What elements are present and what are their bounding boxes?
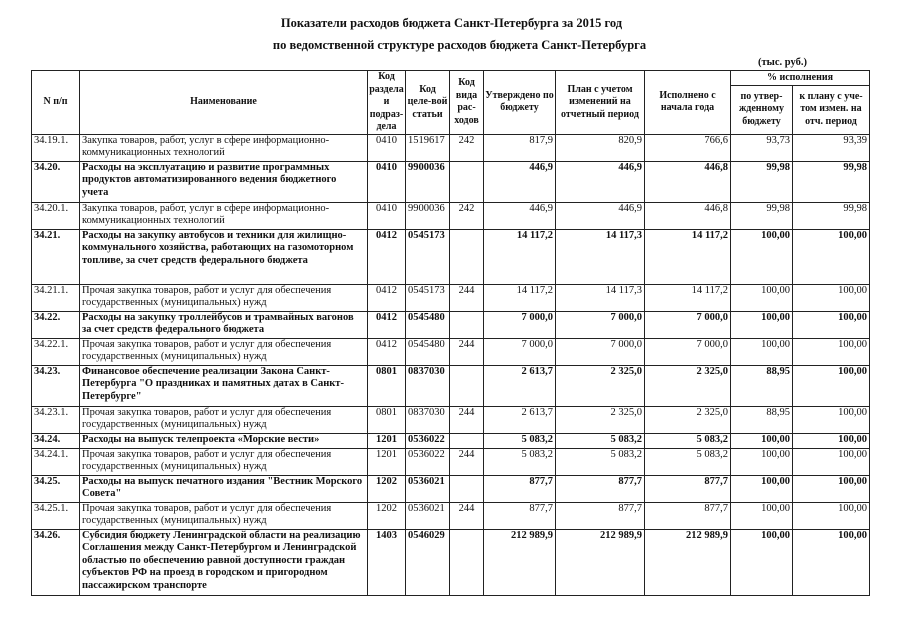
row-name-cell: Прочая закупка товаров, работ и услуг для обеспечения государственных (муниципальных) нужд bbox=[80, 448, 368, 475]
header-name: Наименование bbox=[80, 71, 368, 135]
row-pct-plan-cell: 100,00 bbox=[793, 338, 870, 365]
row-section-cell: 1201 bbox=[368, 433, 406, 448]
row-section-cell: 1202 bbox=[368, 475, 406, 502]
row-pct-approved-cell: 99,98 bbox=[731, 161, 793, 202]
row-approved-cell: 877,7 bbox=[484, 475, 556, 502]
row-type-cell bbox=[450, 475, 484, 502]
row-pct-plan-cell: 100,00 bbox=[793, 529, 870, 595]
row-plan-cell: 5 083,2 bbox=[556, 448, 645, 475]
row-approved-cell: 14 117,2 bbox=[484, 229, 556, 284]
row-pct-approved-cell: 100,00 bbox=[731, 502, 793, 529]
header-type: Код вида рас-ходов bbox=[450, 71, 484, 135]
row-type-cell: 242 bbox=[450, 134, 484, 161]
row-number-cell: 34.23.1. bbox=[32, 406, 80, 433]
row-pct-plan-cell: 99,98 bbox=[793, 202, 870, 229]
row-plan-cell: 5 083,2 bbox=[556, 433, 645, 448]
row-section-cell: 0412 bbox=[368, 338, 406, 365]
table-row bbox=[32, 475, 870, 502]
row-number-cell: 34.22. bbox=[32, 311, 80, 338]
row-section-cell: 0801 bbox=[368, 365, 406, 406]
row-type-cell: 244 bbox=[450, 284, 484, 311]
row-approved-cell: 7 000,0 bbox=[484, 311, 556, 338]
row-number-cell: 34.22.1. bbox=[32, 338, 80, 365]
row-section-cell: 0410 bbox=[368, 134, 406, 161]
row-plan-cell: 2 325,0 bbox=[556, 365, 645, 406]
header-pct-approved: по утвер-жденному бюджету bbox=[731, 85, 793, 134]
row-pct-plan-cell: 100,00 bbox=[793, 229, 870, 284]
header-pct-plan: к плану с уче-том измен. на отч. период bbox=[793, 85, 870, 134]
row-done-cell: 877,7 bbox=[645, 502, 731, 529]
table-row bbox=[32, 529, 870, 595]
row-type-cell: 242 bbox=[450, 202, 484, 229]
document-title-line2: по ведомственной структуре расходов бюджета Санкт-Петербурга bbox=[272, 38, 647, 52]
row-pct-approved-cell: 88,95 bbox=[731, 406, 793, 433]
row-number-cell: 34.25. bbox=[32, 475, 80, 502]
row-approved-cell: 5 083,2 bbox=[484, 433, 556, 448]
row-type-cell bbox=[450, 229, 484, 284]
row-plan-cell: 446,9 bbox=[556, 161, 645, 202]
row-article-cell: 9900036 bbox=[406, 202, 450, 229]
row-approved-cell: 446,9 bbox=[484, 202, 556, 229]
row-done-cell: 2 325,0 bbox=[645, 365, 731, 406]
row-number-cell: 34.24.1. bbox=[32, 448, 80, 475]
row-plan-cell: 212 989,9 bbox=[556, 529, 645, 595]
table-row bbox=[32, 406, 870, 433]
row-approved-cell: 5 083,2 bbox=[484, 448, 556, 475]
row-article-cell: 0536022 bbox=[406, 433, 450, 448]
row-pct-approved-cell: 100,00 bbox=[731, 448, 793, 475]
row-plan-cell: 446,9 bbox=[556, 202, 645, 229]
row-plan-cell: 820,9 bbox=[556, 134, 645, 161]
row-pct-approved-cell: 100,00 bbox=[731, 284, 793, 311]
row-article-cell: 0545480 bbox=[406, 338, 450, 365]
row-name-cell: Расходы на закупку автобусов и техники для жилищно-коммунального хозяйства, работающих на газомоторном топливе, за счет средств федерального бюджета bbox=[80, 229, 368, 284]
row-done-cell: 446,8 bbox=[645, 161, 731, 202]
header-done: Исполнено с начала года bbox=[645, 71, 731, 135]
row-pct-plan-cell: 100,00 bbox=[793, 448, 870, 475]
row-pct-approved-cell: 100,00 bbox=[731, 338, 793, 365]
header-pct: % исполнения bbox=[731, 71, 870, 86]
header-article: Код целе-вой статьи bbox=[406, 71, 450, 135]
header-section: Код раздела и подраз-дела bbox=[369, 71, 404, 132]
row-name-cell: Прочая закупка товаров, работ и услуг для обеспечения государственных (муниципальных) нужд bbox=[80, 406, 368, 433]
row-section-cell: 1403 bbox=[368, 529, 406, 595]
row-approved-cell: 817,9 bbox=[484, 134, 556, 161]
row-pct-approved-cell: 100,00 bbox=[731, 229, 793, 284]
row-pct-plan-cell: 100,00 bbox=[793, 406, 870, 433]
row-name-cell: Прочая закупка товаров, работ и услуг для обеспечения государственных (муниципальных) нужд bbox=[80, 502, 368, 529]
row-pct-approved-cell: 100,00 bbox=[731, 311, 793, 338]
table-row bbox=[32, 284, 870, 311]
row-done-cell: 877,7 bbox=[645, 475, 731, 502]
row-number-cell: 34.20.1. bbox=[32, 202, 80, 229]
row-article-cell: 0536021 bbox=[406, 475, 450, 502]
row-pct-plan-cell: 100,00 bbox=[793, 284, 870, 311]
row-name-cell: Расходы на эксплуатацию и развитие программных продуктов автоматизированного ведения бюджетного учета bbox=[80, 161, 368, 202]
table-row bbox=[32, 161, 870, 202]
row-plan-cell: 2 325,0 bbox=[556, 406, 645, 433]
row-done-cell: 7 000,0 bbox=[645, 311, 731, 338]
row-pct-plan-cell: 100,00 bbox=[793, 365, 870, 406]
row-done-cell: 2 325,0 bbox=[645, 406, 731, 433]
row-type-cell bbox=[450, 311, 484, 338]
row-pct-approved-cell: 88,95 bbox=[731, 365, 793, 406]
row-section-cell: 0412 bbox=[368, 311, 406, 338]
row-done-cell: 5 083,2 bbox=[645, 448, 731, 475]
row-approved-cell: 2 613,7 bbox=[484, 406, 556, 433]
row-done-cell: 766,6 bbox=[645, 134, 731, 161]
row-name-cell: Финансовое обеспечение реализации Закона Санкт-Петербурга "О праздниках и памятных датах в Санкт-Петербурге" bbox=[80, 365, 368, 406]
row-pct-approved-cell: 100,00 bbox=[731, 433, 793, 448]
row-pct-approved-cell: 99,98 bbox=[731, 202, 793, 229]
row-type-cell: 244 bbox=[450, 502, 484, 529]
row-done-cell: 446,8 bbox=[645, 202, 731, 229]
row-pct-plan-cell: 100,00 bbox=[793, 502, 870, 529]
header-plan: План с учетом изменений на отчетный период bbox=[556, 71, 645, 135]
row-approved-cell: 7 000,0 bbox=[484, 338, 556, 365]
row-name-cell: Закупка товаров, работ, услуг в сфере информационно-коммуникационных технологий bbox=[80, 202, 368, 229]
row-type-cell bbox=[450, 365, 484, 406]
row-section-cell: 0412 bbox=[368, 229, 406, 284]
row-pct-plan-cell: 93,39 bbox=[793, 134, 870, 161]
row-done-cell: 5 083,2 bbox=[645, 433, 731, 448]
row-pct-approved-cell: 100,00 bbox=[731, 475, 793, 502]
row-article-cell: 0536022 bbox=[406, 448, 450, 475]
row-plan-cell: 14 117,3 bbox=[556, 284, 645, 311]
row-number-cell: 34.20. bbox=[32, 161, 80, 202]
row-done-cell: 14 117,2 bbox=[645, 284, 731, 311]
table-row bbox=[32, 365, 870, 406]
row-article-cell: 0536021 bbox=[406, 502, 450, 529]
budget-table bbox=[31, 70, 870, 596]
row-number-cell: 34.26. bbox=[32, 529, 80, 595]
row-pct-plan-cell: 100,00 bbox=[793, 311, 870, 338]
row-pct-approved-cell: 93,73 bbox=[731, 134, 793, 161]
table-row bbox=[32, 338, 870, 365]
row-approved-cell: 212 989,9 bbox=[484, 529, 556, 595]
row-article-cell: 0837030 bbox=[406, 406, 450, 433]
row-type-cell: 244 bbox=[450, 338, 484, 365]
row-number-cell: 34.21. bbox=[32, 229, 80, 284]
row-name-cell: Расходы на выпуск печатного издания "Вестник Морского Совета" bbox=[80, 475, 368, 502]
row-approved-cell: 877,7 bbox=[484, 502, 556, 529]
units-label: (тыс. руб.) bbox=[758, 57, 807, 68]
table-row bbox=[32, 202, 870, 229]
row-article-cell: 9900036 bbox=[406, 161, 450, 202]
row-done-cell: 14 117,2 bbox=[645, 229, 731, 284]
row-name-cell: Прочая закупка товаров, работ и услуг для обеспечения государственных (муниципальных) нужд bbox=[80, 284, 368, 311]
table-row bbox=[32, 229, 870, 284]
row-section-cell: 0410 bbox=[368, 202, 406, 229]
table-row bbox=[32, 134, 870, 161]
row-type-cell bbox=[450, 161, 484, 202]
row-name-cell: Расходы на выпуск телепроекта «Морские вести» bbox=[80, 433, 368, 448]
row-pct-approved-cell: 100,00 bbox=[731, 529, 793, 595]
row-number-cell: 34.24. bbox=[32, 433, 80, 448]
table-row bbox=[32, 433, 870, 448]
table-row bbox=[32, 311, 870, 338]
table-body bbox=[32, 134, 870, 595]
row-article-cell: 0545480 bbox=[406, 311, 450, 338]
row-article-cell: 1519617 bbox=[406, 134, 450, 161]
table-row bbox=[32, 502, 870, 529]
row-number-cell: 34.19.1. bbox=[32, 134, 80, 161]
row-section-cell: 1202 bbox=[368, 502, 406, 529]
row-type-cell: 244 bbox=[450, 448, 484, 475]
row-number-cell: 34.23. bbox=[32, 365, 80, 406]
row-type-cell bbox=[450, 529, 484, 595]
row-article-cell: 0545173 bbox=[406, 284, 450, 311]
row-plan-cell: 877,7 bbox=[556, 502, 645, 529]
header-num: N п/п bbox=[32, 71, 80, 135]
table-row bbox=[32, 448, 870, 475]
row-plan-cell: 7 000,0 bbox=[556, 338, 645, 365]
row-article-cell: 0545173 bbox=[406, 229, 450, 284]
document-title-line1: Показатели расходов бюджета Санкт-Петербурга за 2015 год bbox=[280, 16, 623, 30]
row-section-cell: 0410 bbox=[368, 161, 406, 202]
row-approved-cell: 446,9 bbox=[484, 161, 556, 202]
row-article-cell: 0546029 bbox=[406, 529, 450, 595]
row-article-cell: 0837030 bbox=[406, 365, 450, 406]
row-type-cell bbox=[450, 433, 484, 448]
row-approved-cell: 2 613,7 bbox=[484, 365, 556, 406]
row-done-cell: 212 989,9 bbox=[645, 529, 731, 595]
row-number-cell: 34.25.1. bbox=[32, 502, 80, 529]
row-pct-plan-cell: 100,00 bbox=[793, 475, 870, 502]
row-done-cell: 7 000,0 bbox=[645, 338, 731, 365]
row-plan-cell: 877,7 bbox=[556, 475, 645, 502]
row-section-cell: 1201 bbox=[368, 448, 406, 475]
row-plan-cell: 7 000,0 bbox=[556, 311, 645, 338]
row-approved-cell: 14 117,2 bbox=[484, 284, 556, 311]
row-section-cell: 0801 bbox=[368, 406, 406, 433]
header-approved: Утверждено по бюджету bbox=[484, 71, 556, 135]
row-name-cell: Прочая закупка товаров, работ и услуг для обеспечения государственных (муниципальных) нужд bbox=[80, 338, 368, 365]
row-number-cell: 34.21.1. bbox=[32, 284, 80, 311]
row-pct-plan-cell: 100,00 bbox=[793, 433, 870, 448]
row-name-cell: Субсидия бюджету Ленинградской области на реализацию Соглашения между Санкт-Петербургом и Ленинградской областью по обеспечению равной доступности граждан субъектов РФ на проезд в городском и пригородном пассажирском транспорте bbox=[80, 529, 368, 595]
row-name-cell: Расходы на закупку троллейбусов и трамвайных вагонов за счет средств федерального бюджета bbox=[80, 311, 368, 338]
row-pct-plan-cell: 99,98 bbox=[793, 161, 870, 202]
row-type-cell: 244 bbox=[450, 406, 484, 433]
row-section-cell: 0412 bbox=[368, 284, 406, 311]
row-plan-cell: 14 117,3 bbox=[556, 229, 645, 284]
row-name-cell: Закупка товаров, работ, услуг в сфере информационно-коммуникационных технологий bbox=[80, 134, 368, 161]
